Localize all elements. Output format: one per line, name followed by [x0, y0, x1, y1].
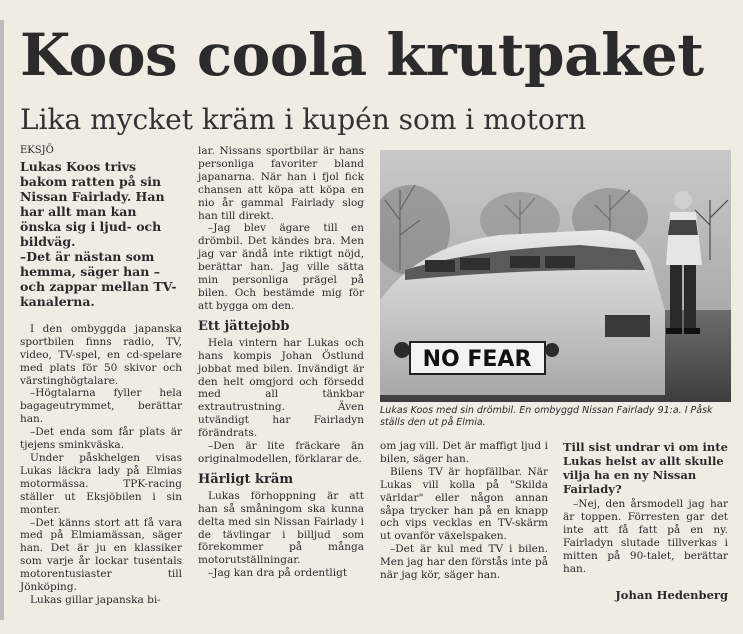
body-paragraph: Hela vintern har Lukas och hans kompis Johan Östlund jobbat med bilen. Invändigt är den helt omgjord och försedd med all tänkbar extrautrustning. Även utvändigt har Fairladyn förändrats. — [198, 336, 364, 440]
body-paragraph: –Det känns stort att få vara med på Elmiamässan, säger han. Det är ju en klassiker som varje år lockar tusentals motorentusiaster till Jönköping. — [20, 516, 182, 594]
left-edge-shadow — [0, 20, 4, 620]
body-paragraph: Lukas gillar japanska bi- — [30, 593, 161, 606]
subheadline: Lika mycket kräm i kupén som i motorn — [20, 103, 587, 136]
subheading: Härligt kräm — [198, 471, 294, 487]
body-paragraph: –Den är lite fräckare än originalmodellen, förklarar de. — [198, 440, 364, 465]
headline: Koos coola krutpaket — [20, 21, 704, 89]
car-photo-illustration — [380, 150, 731, 402]
photo-caption: Lukas Koos med sin drömbil. En ombyggd Nissan Fairlady 91:a. I Påsk ställs den ut på Elmia. — [380, 405, 713, 428]
column-2 — [198, 145, 364, 580]
body-paragraph: Under påskhelgen visas Lukas läckra lady på Elmias motormässa. TPK-racing ställer ut Eksjöbilen i sin monter. — [20, 451, 182, 516]
article-photo — [380, 150, 731, 402]
closing-question: Till sist undrar vi om inte Lukas helst av allt skulle vilja ha en ny Nissan Fairlady? — [563, 440, 728, 496]
body-paragraph: I den ombyggda japanska sportbilen finns radio, TV, video, TV-spel, en cd-spelare med plats för 50 skivor och värstinghögtalare. — [20, 322, 182, 387]
body-paragraph: lar. Nissans sportbilar är hans personliga favoriter bland japanarna. När han i fjol fick chansen att köpa att köpa en nio år gammal Fairlady slog han till direkt. — [198, 145, 364, 222]
body-paragraph: Bilens TV är hopfällbar. När Lukas vill kolla på "Skilda världar" eller någon annan såpa trycker han på en knapp och vips vecklas en TV-skärm ut ovanför växelspaken. — [380, 465, 548, 543]
body-paragraph: –Jag kan dra på ordentligt — [208, 567, 348, 580]
dateline: EKSJÖ — [20, 145, 54, 156]
subheading: Ett jättejobb — [198, 318, 290, 334]
lead-text: –Det är nästan som hemma, säger han – och zappar mellan TV-kanalerna. — [20, 248, 177, 309]
byline: Johan Hedenberg — [615, 588, 728, 603]
body-paragraph: Lukas förhoppning är att han så småningom ska kunna delta med sin Nissan Fairlady i de tävlingar i billjud som förekommer på många motorutställningar. — [198, 489, 364, 567]
column-4 — [563, 440, 728, 602]
body-paragraph: –Nej, den årsmodell jag har är toppen. Förresten gar det inte att få fatt på en ny. Fairladyn slutade tillverkas i mitten på 90-talet, berättar han. — [563, 498, 728, 575]
body-paragraph: –Jag blev ägare till en drömbil. Det kändes bra. Men jag var ändå inte riktigt nöjd, berättar han. Jag ville sätta min personliga prägel på bilen. Och bestämde mig för att bygga om den. — [198, 222, 364, 312]
lead-text: Lukas Koos trivs bakom ratten på sin Nissan Fairlady. Han har allt man kan önska sig i ljud- och bildväg. — [20, 158, 165, 249]
license-plate-text: NO FEAR — [422, 347, 532, 372]
body-paragraph: –Det enda som får plats är tjejens sminkväska. — [20, 426, 182, 452]
column-3 — [380, 440, 548, 582]
column-1 — [20, 145, 182, 607]
lead-paragraph — [20, 159, 182, 309]
body-paragraph: om jag vill. Det är maffigt ljud i bilen, säger han. — [380, 440, 548, 465]
body-paragraph: –Det är kul med TV i bilen. Men jag har den förstås inte på när jag kör, säger han. — [380, 543, 548, 582]
body-paragraph: –Högtalarna fyller hela bagageutrymmet, berättar han. — [20, 387, 182, 426]
